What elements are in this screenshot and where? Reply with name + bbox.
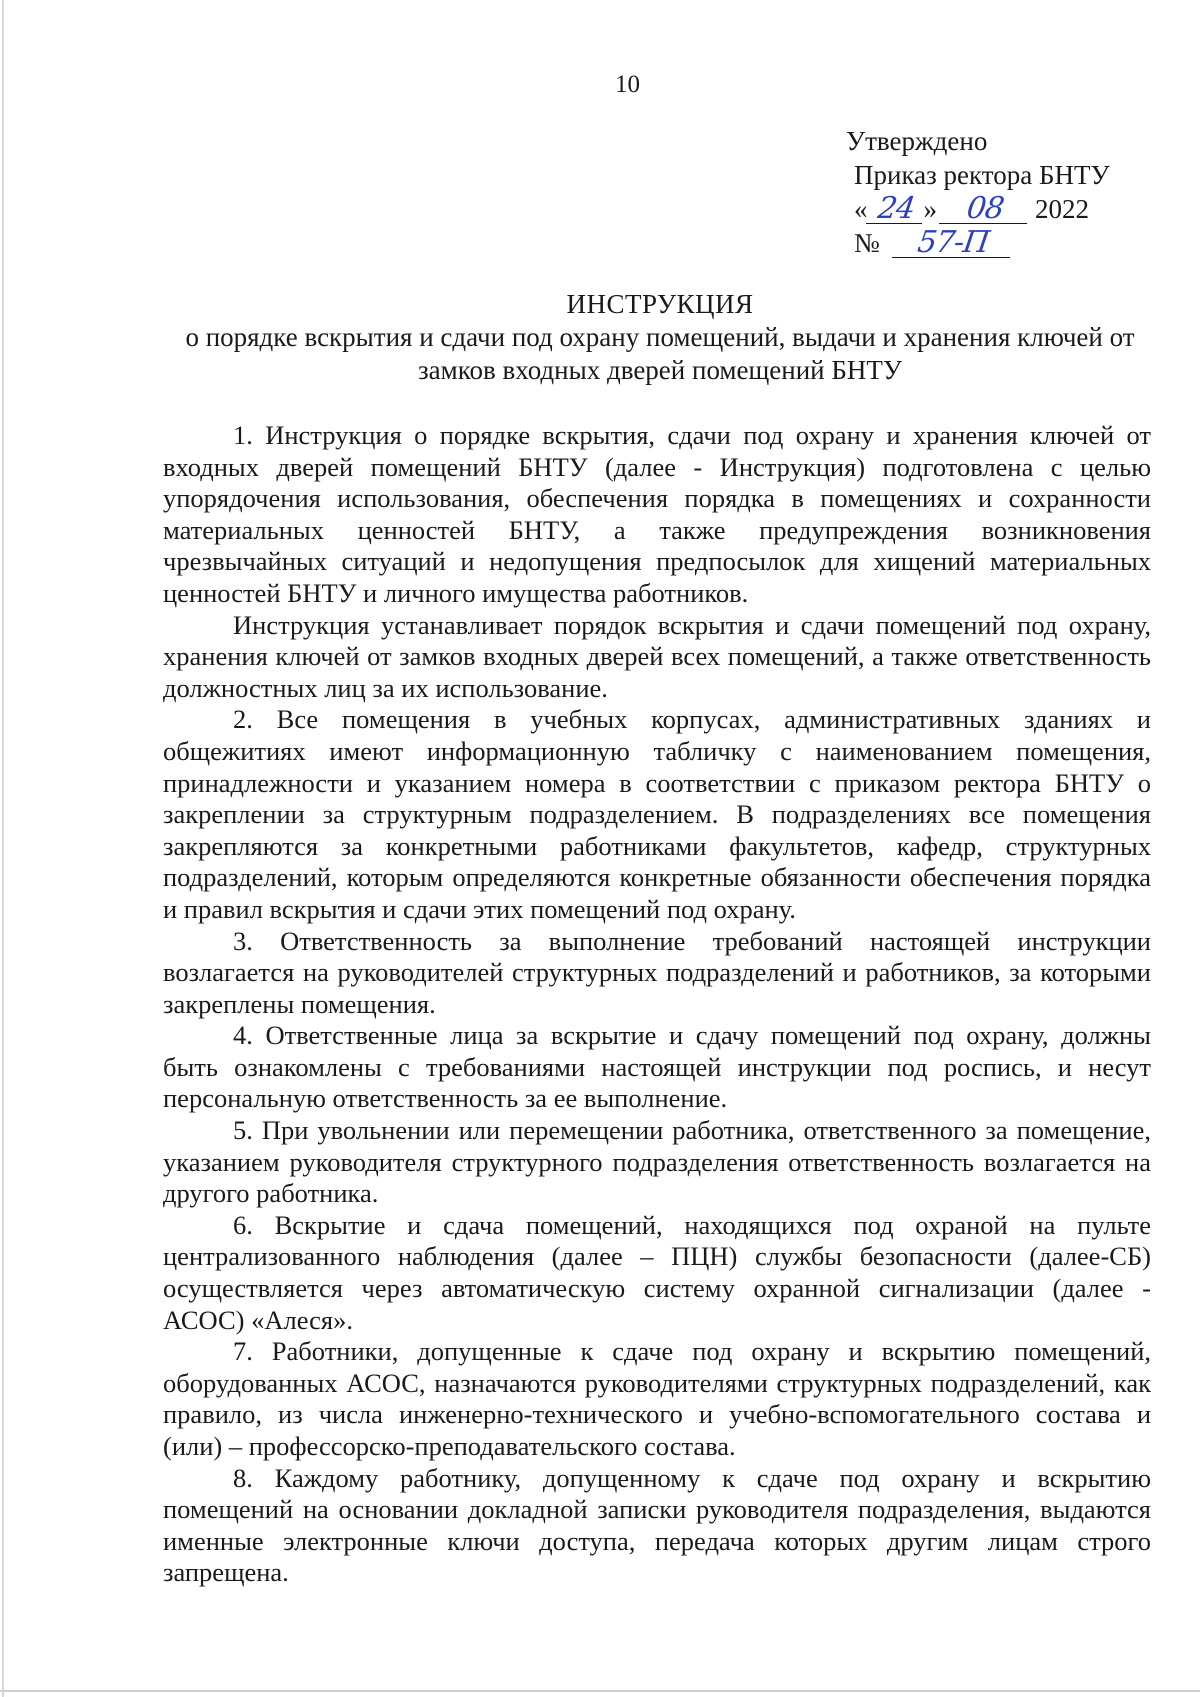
paragraph-1-continued: Инструкция устанавливает порядок вскрытия и сдачи помещений под охрану, хранения ключей от замков входных дверей всех помещений, а также ответственность должностных лиц за их использование. (163, 609, 1151, 703)
approval-number-line (846, 227, 1176, 261)
date-open-quote: « (854, 194, 868, 224)
approval-date-line (846, 193, 1176, 227)
number-sign: № (854, 228, 880, 258)
handwritten-day: 24 (865, 195, 925, 224)
date-close-quote: » (923, 194, 937, 224)
paragraph-8: 8. Каждому работнику, допущенному к сдаче под охрану и вскрытию помещений на основании докладной записки руководителя подразделения, выдаются именные электронные ключи доступа, передача которых другим лицам строго запрещена. (163, 1462, 1151, 1588)
paragraph-4: 4. Ответственные лица за вскрытие и сдачу помещений под охрану, должны быть ознакомлены с требованиями настоящей инструкции под роспись, и несут персональную ответственность за ее выполнение. (163, 1020, 1151, 1114)
paragraph-2: 2. Все помещения в учебных корпусах, административных зданиях и общежитиях имеют информационную табличку с наименованием помещения, принадлежности и указанием номера в соответствии с приказом ректора БНТУ о закреплении за структурным подразделением. В подразделениях все помещения закрепляются за конкретными работниками факультетов, кафедр, структурных подразделений, которым определяются конкретные обязанности обеспечения порядка и правил вскрытия и сдачи этих помещений под охрану. (163, 704, 1151, 924)
document-body (163, 420, 1151, 1589)
paragraph-3: 3. Ответственность за выполнение требований настоящей инструкции возлагается на руководителей структурных подразделений и работников, за которыми закреплены помещения. (163, 925, 1151, 1019)
approval-block (846, 125, 1176, 261)
document-subtitle: о порядке вскрытия и сдачи под охрану помещений, выдачи и хранения ключей от замков входных дверей помещений БНТУ (185, 322, 1135, 385)
document-title: ИНСТРУКЦИЯ (566, 289, 754, 319)
approval-title: Утверждено (846, 126, 988, 156)
scan-bottom-edge (0, 1690, 1200, 1692)
approval-year: 2022 (1035, 194, 1089, 224)
paragraph-6: 6. Вскрытие и сдача помещений, находящихся под охраной на пульте централизованного наблюдения (далее – ПЦН) службы безопасности (далее-СБ) осуществляется через автоматическую систему охранной сигнализации (далее - АСОС) «Алеся». (163, 1209, 1151, 1335)
paragraph-5: 5. При увольнении или перемещении работника, ответственного за помещение, указанием руководителя структурного подразделения ответственность возлагается на другого работника. (163, 1115, 1151, 1209)
handwritten-order-number: 57-П (892, 229, 1014, 258)
scan-left-edge (2, 0, 4, 1697)
paragraph-1: 1. Инструкция о порядке вскрытия, сдачи под охрану и хранения ключей от входных дверей помещений БНТУ (далее - Инструкция) подготовлена с целью упорядочения использования, обеспечения порядка в помещениях и сохранности материальных ценностей БНТУ, а также предупреждения возникновения чрезвычайных ситуаций и недопущения предпосылок для хищений материальных ценностей БНТУ и личного имущества работников. (163, 420, 1151, 608)
paragraph-7: 7. Работники, допущенные к сдаче под охрану и вскрытию помещений, оборудованных АСОС, назначаются руководителями структурных подразделений, как правило, из числа инженерно-технического и учебно-вспомогательного состава и (или) – профессорско-преподавательского состава. (163, 1336, 1151, 1461)
page-number: 10 (615, 71, 640, 98)
approval-order-line: Приказ ректора БНТУ (854, 160, 1110, 190)
handwritten-month: 08 (939, 195, 1031, 224)
